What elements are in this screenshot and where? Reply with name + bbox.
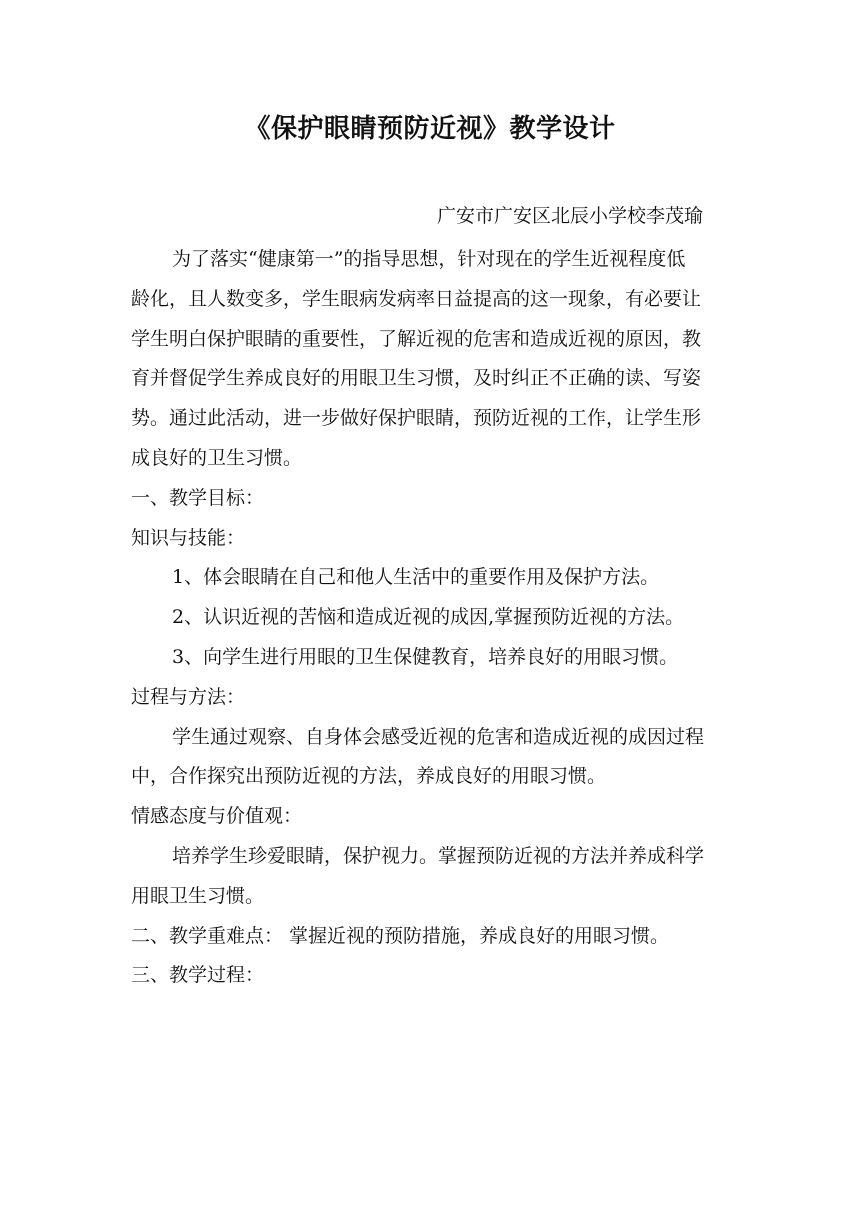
emotion-line-2: 用眼卫生习惯。	[131, 884, 265, 907]
intro-line-3: 学生明白保护眼睛的重要性，了解近视的危害和造成近视的原因，教	[131, 327, 702, 350]
knowledge-item-2: 2、认识近视的苦恼和造成近视的成因,掌握预防近视的方法。	[172, 606, 685, 629]
process-heading: 过程与方法：	[131, 685, 246, 708]
document-body	[131, 240, 731, 996]
process-line-2: 中，合作探究出预防近视的方法，养成良好的用眼习惯。	[131, 765, 607, 788]
intro-line-1: 为了落实“健康第一”的指导思想，针对现在的学生近视程度低	[172, 248, 686, 270]
knowledge-heading: 知识与技能：	[131, 526, 246, 549]
knowledge-item-1: 1、体会眼睛在自己和他人生活中的重要作用及保护方法。	[172, 566, 660, 589]
section2-line: 二、教学重难点： 掌握近视的预防措施，养成良好的用眼习惯。	[131, 924, 670, 947]
section1-heading: 一、教学目标：	[131, 486, 265, 509]
emotion-line-1: 培养学生珍爱眼睛，保护视力。掌握预防近视的方法并养成科学	[172, 844, 705, 867]
intro-line-4: 育并督促学生养成良好的用眼卫生习惯，及时纠正不正确的读、写姿	[131, 367, 702, 390]
intro-line-2: 龄化，且人数变多，学生眼病发病率日益提高的这一现象，有必要让	[131, 287, 702, 310]
section3-heading: 三、教学过程：	[131, 964, 265, 987]
knowledge-item-3: 3、向学生进行用眼的卫生保健教育，培养良好的用眼习惯。	[172, 645, 679, 668]
intro-line-6: 成良好的卫生习惯。	[131, 446, 303, 469]
document-title: 《保护眼睛预防近视》教学设计	[244, 114, 616, 144]
emotion-heading: 情感态度与价值观：	[131, 805, 303, 828]
intro-line-5: 势。通过此活动，进一步做好保护眼睛，预防近视的工作，让学生形	[131, 407, 702, 430]
process-line-1: 学生通过观察、自身体会感受近视的危害和造成近视的成因过程	[172, 725, 705, 748]
author-line: 广安市广安区北辰小学校李茂瑜	[437, 205, 704, 227]
